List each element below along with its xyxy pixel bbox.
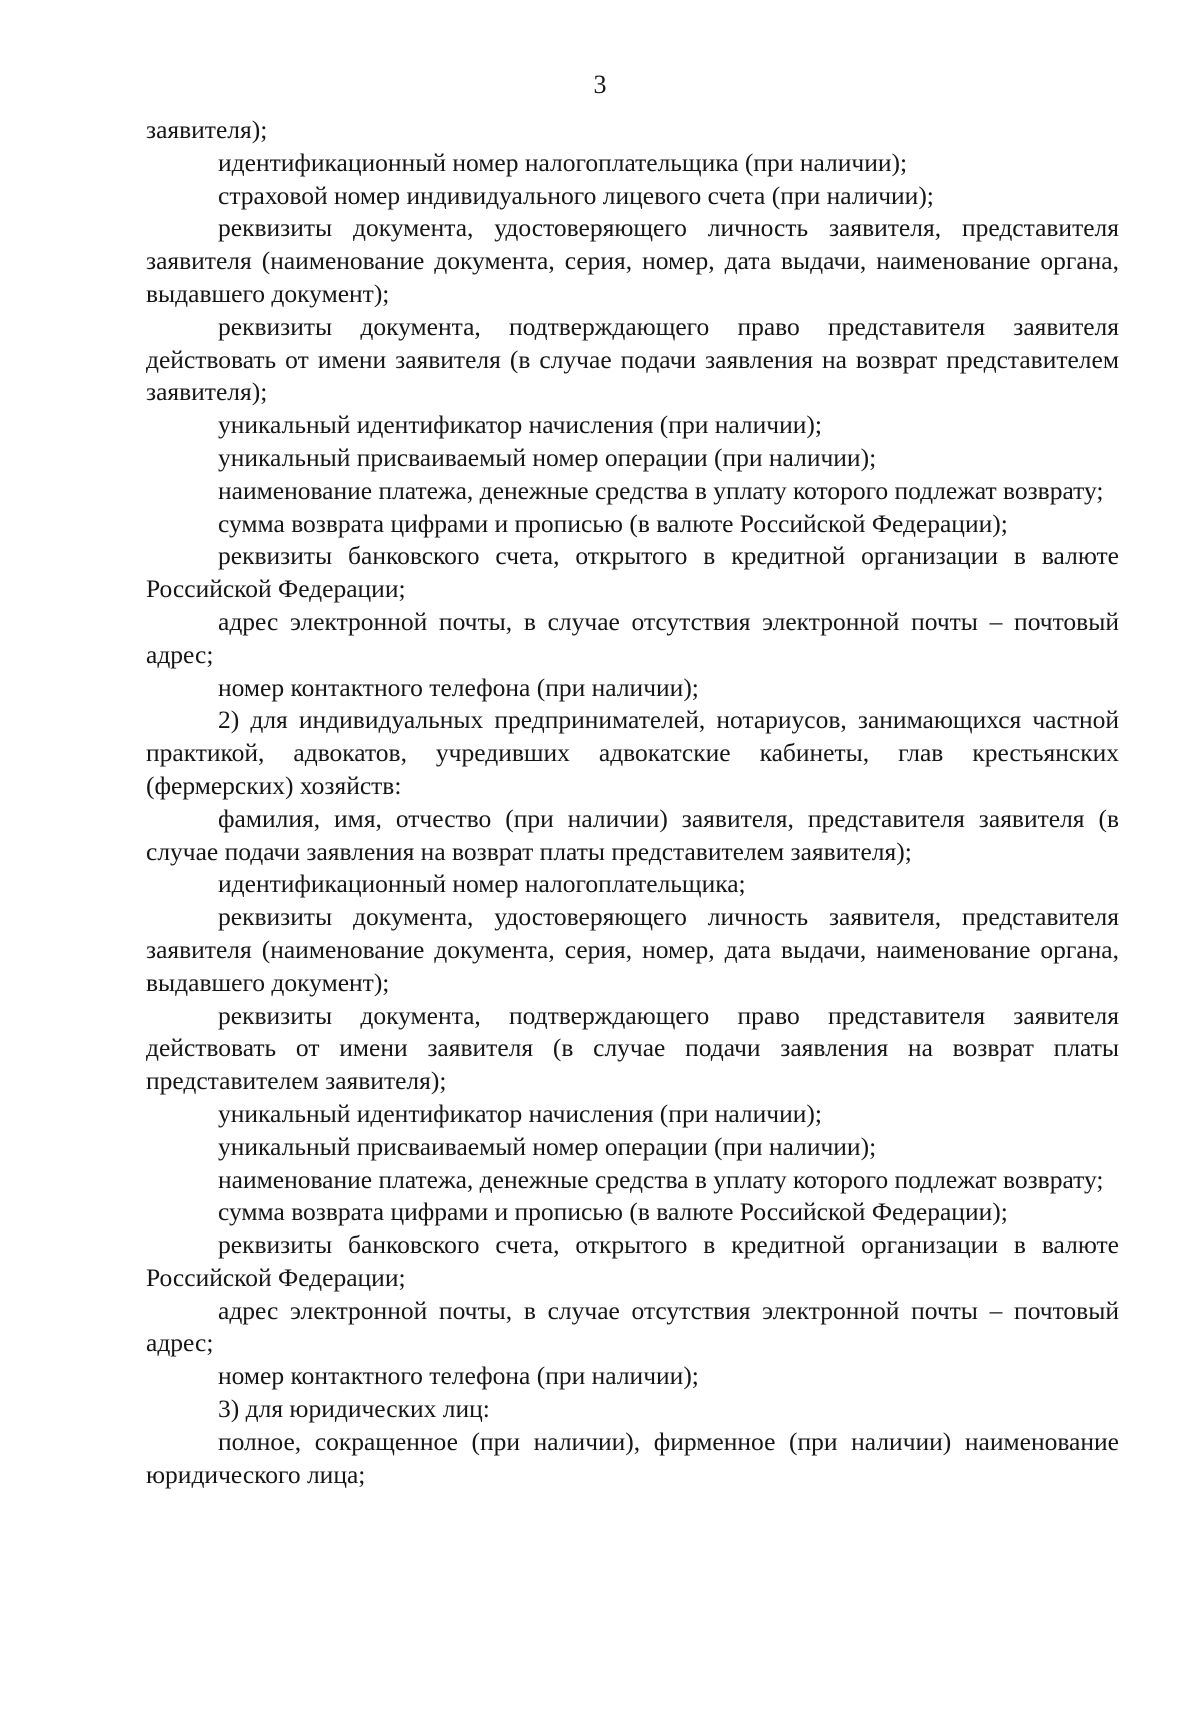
paragraph: сумма возврата цифрами и прописью (в валюте Российской Федерации);	[218, 508, 1008, 538]
paragraph: реквизиты документа, удостоверяющего личность заявителя, представителя заявителя (наименование документа, серия, номер, дата выдачи, наименование органа, выдавшего документ);	[146, 902, 1119, 997]
paragraph: идентификационный номер налогоплательщика;	[218, 869, 746, 899]
paragraph: наименование платежа, денежные средства в уплату которого подлежат возврату;	[218, 475, 1104, 505]
paragraph: наименование платежа, денежные средства в уплату которого подлежат возврату;	[218, 1164, 1104, 1194]
page-number: 3	[593, 70, 607, 99]
paragraph: уникальный идентификатор начисления (при наличии);	[218, 410, 822, 440]
paragraph: реквизиты банковского счета, открытого в кредитной организации в валюте Российской Федерации;	[146, 541, 1119, 604]
paragraph: реквизиты документа, подтверждающего право представителя заявителя действовать от имени заявителя (в случае подачи заявления на возврат платы представителем заявителя);	[146, 1000, 1119, 1096]
document-body	[146, 114, 1119, 1491]
paragraph: уникальный присваиваемый номер операции (при наличии);	[218, 1131, 877, 1161]
paragraph: номер контактного телефона (при наличии);	[218, 1361, 699, 1391]
paragraph: реквизиты банковского счета, открытого в кредитной организации в валюте Российской Федерации;	[146, 1230, 1119, 1292]
paragraph: заявителя);	[146, 115, 268, 144]
paragraph: 3) для юридических лиц:	[218, 1394, 490, 1424]
paragraph: фамилия, имя, отчество (при наличии) заявителя, представителя заявителя (в случае подачи заявления на возврат платы представителем заявителя);	[146, 803, 1119, 866]
paragraph: идентификационный номер налогоплательщика (при наличии);	[218, 147, 908, 177]
paragraph: сумма возврата цифрами и прописью (в валюте Российской Федерации);	[218, 1197, 1008, 1227]
paragraph: страховой номер индивидуального лицевого счета (при наличии);	[218, 180, 934, 210]
paragraph: адрес электронной почты, в случае отсутствия электронной почты – почтовый адрес;	[146, 1295, 1119, 1358]
paragraph: реквизиты документа, удостоверяющего личность заявителя, представителя заявителя (наименование документа, серия, номер, дата выдачи, наименование органа, выдавшего документ);	[146, 213, 1119, 308]
paragraph: номер контактного телефона (при наличии);	[218, 672, 699, 702]
paragraph: уникальный присваиваемый номер операции (при наличии);	[218, 442, 877, 472]
paragraph: уникальный идентификатор начисления (при наличии);	[218, 1098, 822, 1128]
paragraph: реквизиты документа, подтверждающего право представителя заявителя действовать от имени заявителя (в случае подачи заявления на возврат представителем заявителя);	[146, 311, 1119, 407]
paragraph: адрес электронной почты, в случае отсутствия электронной почты – почтовый адрес;	[146, 606, 1119, 669]
paragraph: полное, сокращенное (при наличии), фирменное (при наличии) наименование юридического лица;	[146, 1426, 1119, 1489]
paragraph: 2) для индивидуальных предпринимателей, нотариусов, занимающихся частной практикой, адвокатов, учредивших адвокатские кабинеты, глав крестьянских (фермерских) хозяйств:	[146, 705, 1119, 800]
